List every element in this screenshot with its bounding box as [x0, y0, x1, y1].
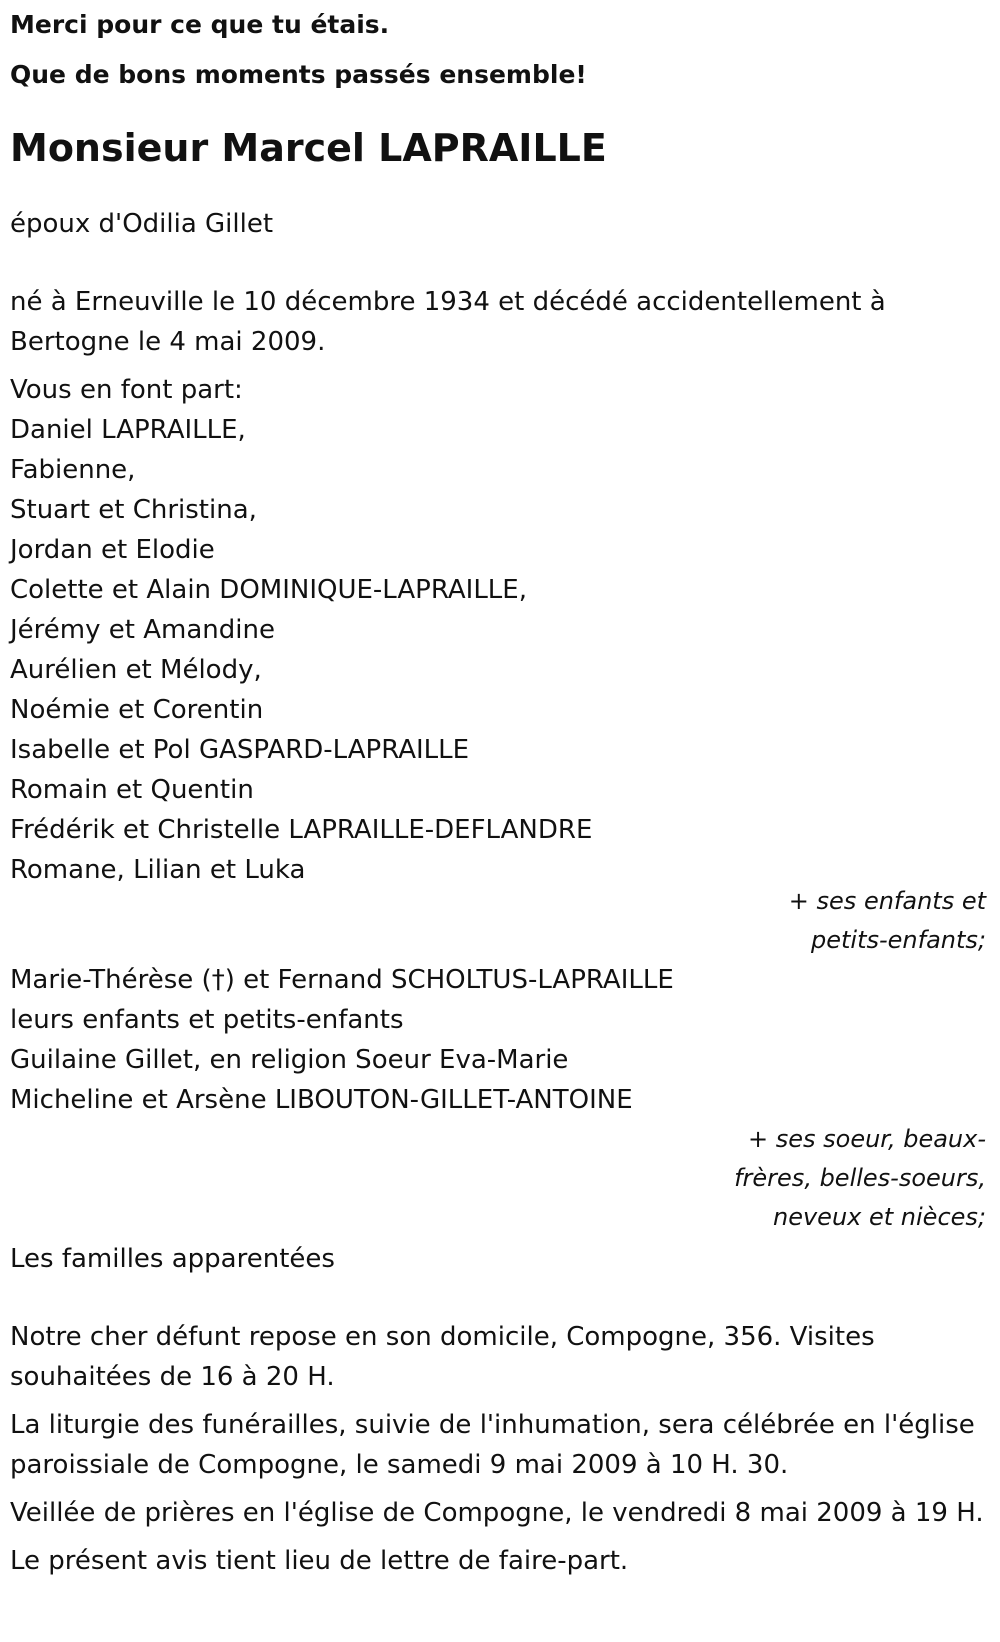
announcer-name: Isabelle et Pol GASPARD-LAPRAILLE — [10, 735, 470, 765]
announcer-name: Stuart et Christina, — [10, 495, 257, 525]
group-2-note: + ses soeur, beaux-frères, belles-soeurs, neveux et nièces; — [734, 1125, 986, 1231]
announcer-name: Romane, Lilian et Luka — [10, 855, 306, 885]
announcer-name: Aurélien et Mélody, — [10, 655, 262, 685]
announcers-section — [10, 370, 990, 1279]
announcer-name: Jordan et Elodie — [10, 535, 215, 565]
arrangements-section — [10, 1317, 990, 1581]
announcer-name: Fabienne, — [10, 455, 136, 485]
announcer-name: Frédérik et Christelle LAPRAILLE-DEFLANDRE — [10, 815, 593, 845]
announcers-intro: Vous en font part: — [10, 375, 243, 405]
motto-line-1: Merci pour ce que tu étais. — [10, 10, 390, 39]
liturgy-paragraph: La liturgie des funérailles, suivie de l'inhumation, sera célébrée en l'église paroissiale de Compogne, le samedi 9 mai 2009 à 10 H. 30. — [10, 1410, 975, 1480]
announcer-name: leurs enfants et petits-enfants — [10, 1005, 404, 1035]
announcer-name: Romain et Quentin — [10, 775, 254, 805]
birth-death-paragraph: né à Erneuville le 10 décembre 1934 et décédé accidentellement à Bertogne le 4 mai 2009. — [10, 287, 886, 357]
related-families: Les familles apparentées — [10, 1244, 335, 1274]
motto-line-2: Que de bons moments passés ensemble! — [10, 60, 587, 89]
announcer-name: Colette et Alain DOMINIQUE-LAPRAILLE, — [10, 575, 527, 605]
announcers-group-2 — [10, 960, 990, 1120]
announcer-name: Marie-Thérèse (†) et Fernand SCHOLTUS-LAPRAILLE — [10, 965, 674, 995]
announcer-name: Micheline et Arsène LIBOUTON-GILLET-ANTOINE — [10, 1085, 633, 1115]
announcer-name: Daniel LAPRAILLE, — [10, 415, 246, 445]
group-1-note: + ses enfants et petits-enfants; — [788, 887, 986, 954]
announcer-name: Guilaine Gillet, en religion Soeur Eva-Marie — [10, 1045, 569, 1075]
deceased-name: Monsieur Marcel LAPRAILLE — [10, 126, 607, 170]
announcer-name: Jérémy et Amandine — [10, 615, 275, 645]
prayer-vigil-paragraph: Veillée de prières en l'église de Compogne, le vendredi 8 mai 2009 à 19 H. — [10, 1498, 984, 1528]
spouse-line: époux d'Odilia Gillet — [10, 209, 274, 239]
repose-visits-paragraph: Notre cher défunt repose en son domicile, Compogne, 356. Visites souhaitées de 16 à 20 H. — [10, 1322, 875, 1392]
announcers-group-1 — [10, 410, 990, 890]
announcer-name: Noémie et Corentin — [10, 695, 264, 725]
closing-paragraph: Le présent avis tient lieu de lettre de faire-part. — [10, 1546, 629, 1576]
